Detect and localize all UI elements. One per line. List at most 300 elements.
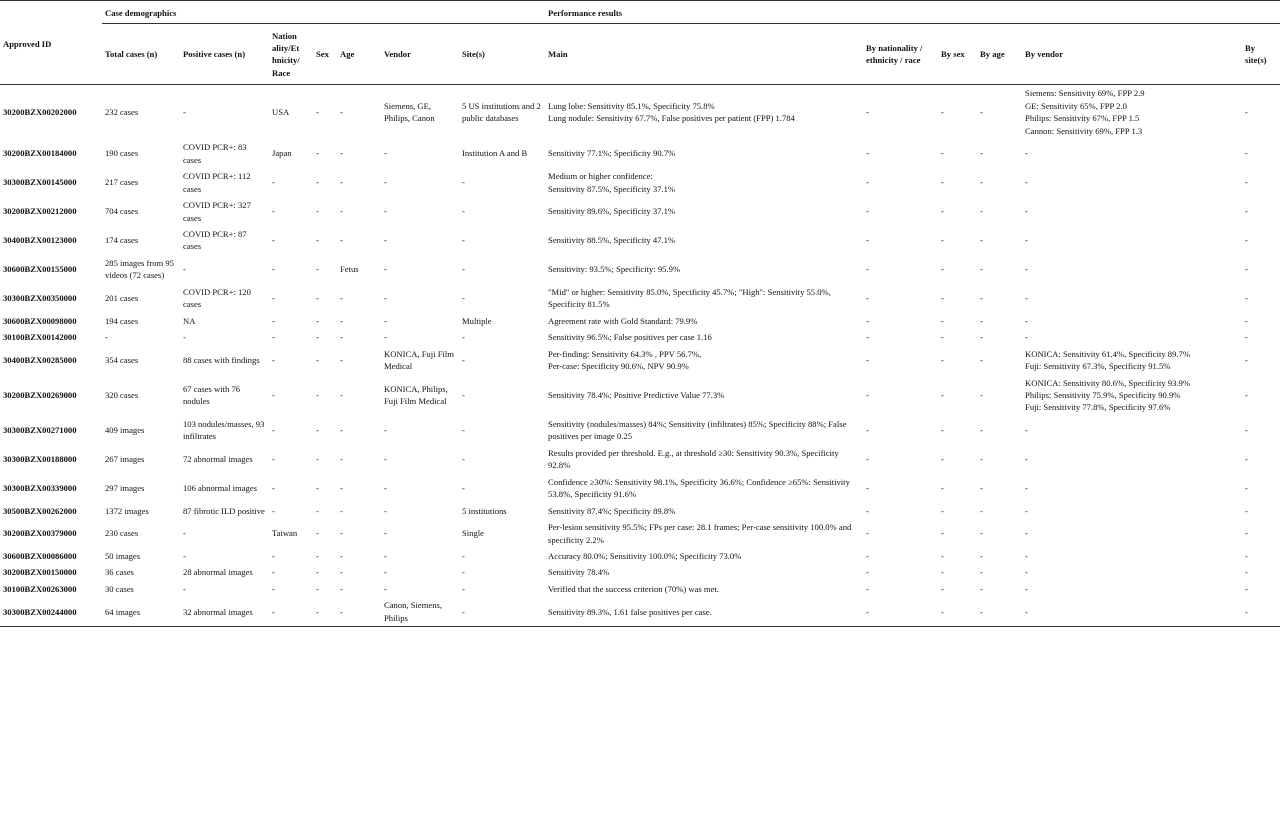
table-cell: - [1245, 583, 1248, 594]
table-cell: - [980, 148, 983, 159]
table-cell: - [340, 389, 343, 400]
table-cell: - [462, 454, 465, 464]
table-cell: 354 cases [105, 354, 139, 365]
table-cell: - [272, 505, 275, 516]
table-cell: - [1245, 107, 1248, 118]
table-row [0, 474, 1280, 503]
table-cell: - [340, 454, 343, 464]
table-cell: - [272, 389, 275, 400]
table-cell: - [866, 177, 869, 188]
approved-id-cell: 30100BZX00263000 [3, 583, 77, 594]
table-cell: - [1025, 332, 1028, 343]
table-cell: - [316, 315, 319, 326]
table-row [0, 519, 1280, 548]
table-cell: - [1245, 206, 1248, 217]
column-header: By site(s) [1242, 24, 1280, 85]
table-cell: - [1025, 454, 1028, 464]
table-cell: - [941, 332, 944, 343]
table-cell: - [866, 567, 869, 578]
table-cell: - [316, 583, 319, 594]
table-cell: - [941, 425, 944, 436]
table-cell: 64 images [102, 597, 180, 626]
table-cell: - [340, 293, 343, 304]
table-cell: COVID PCR+: 120 cases [183, 286, 251, 310]
table-cell: - [1245, 235, 1248, 246]
table-header [0, 1, 1280, 85]
table-cell: COVID PCR+: 87 cases [183, 228, 247, 252]
table-cell: - [941, 354, 944, 365]
table-cell: 320 cases [105, 389, 139, 400]
table-cell: - [1242, 597, 1280, 626]
table-cell: 87 fibrotic ILD positive [183, 505, 265, 516]
approved-id-cell: 30200BZX00379000 [3, 528, 77, 539]
table-cell: - [1245, 177, 1248, 188]
table-cell: - [866, 454, 869, 464]
table-body [0, 85, 1280, 627]
header-case-demographics: Case demographics [102, 1, 545, 24]
table-cell: - [384, 425, 387, 436]
table-cell: 5 US institutions and 2 public databases [462, 100, 541, 124]
table-cell: - [941, 206, 944, 217]
table-cell: 32 abnormal images [180, 597, 269, 626]
table-cell: - [980, 425, 983, 436]
table-cell: - [980, 315, 983, 326]
table-cell: KONICA, Fuji Film Medical [384, 348, 454, 372]
table-cell: USA [272, 107, 290, 118]
table-cell: - [1245, 567, 1248, 578]
table-cell: - [340, 482, 343, 493]
table-cell: - [340, 505, 343, 516]
table-row [0, 329, 1280, 345]
table-cell: - [866, 206, 869, 217]
table-cell: - [340, 354, 343, 365]
table-cell: - [462, 177, 465, 188]
table-cell: - [269, 597, 313, 626]
table-cell: - [462, 206, 465, 217]
table-cell: Results provided per threshold. E.g., at threshold ≥30: Sensitivity 90.3%, Specificity 92.8% [548, 447, 839, 471]
table-cell: - [462, 567, 465, 578]
table-cell: - [462, 264, 465, 275]
table-cell: - [459, 597, 545, 626]
table-cell: - [1025, 177, 1028, 188]
approved-id-cell: 30300BZX00350000 [3, 293, 77, 304]
table-cell: - [866, 505, 869, 516]
table-cell: 409 images [105, 425, 145, 436]
table-cell: 72 abnormal images [183, 454, 253, 464]
table-cell: - [384, 148, 387, 159]
table-row [0, 168, 1280, 197]
approved-id-cell: 30300BZX00339000 [3, 482, 77, 493]
table-cell: - [340, 315, 343, 326]
table-cell: - [1245, 148, 1248, 159]
table-cell: - [866, 315, 869, 326]
table-cell: - [316, 505, 319, 516]
table-cell: - [1025, 206, 1028, 217]
table-cell: Siemens: Sensitivity 69%, FPP 2.9 GE: Sensitivity 65%, FPP 2.0 Philips: Sensitivity 67%, FPP 1.5 Cannon: Sensitivity 69%, FPP 1.3 [1025, 88, 1145, 136]
table-cell: - [384, 528, 387, 539]
table-cell: - [462, 354, 465, 365]
table-cell: - [462, 482, 465, 493]
table-cell: - [1025, 425, 1028, 436]
table-cell: - [384, 293, 387, 304]
table-cell: - [941, 550, 944, 561]
table-cell: - [183, 528, 186, 539]
table-cell: - [1025, 315, 1028, 326]
table-cell: - [462, 425, 465, 436]
table-cell: - [980, 354, 983, 365]
table-cell: - [316, 235, 319, 246]
table-cell: - [1245, 550, 1248, 561]
table-cell: Per-finding: Sensitivity 64.3% , PPV 56.7%, Per-case: Specificity 90.6%, NPV 90.9% [548, 348, 702, 372]
table-cell: 67 cases with 76 nodules [183, 383, 241, 407]
table-cell: - [1245, 528, 1248, 539]
table-cell: - [1025, 583, 1028, 594]
table-cell: - [866, 583, 869, 594]
table-cell: - [316, 454, 319, 464]
table-cell: - [340, 148, 343, 159]
table-cell: 174 cases [105, 235, 139, 246]
table-cell: Lung lobe: Sensitivity 85.1%, Specificity 75.8% Lung nodule: Sensitivity 67.7%, False positives per patient (FPP) 1.784 [548, 100, 795, 124]
table-cell: - [316, 528, 319, 539]
table-cell: - [941, 264, 944, 275]
table-cell: - [980, 567, 983, 578]
table-cell: - [272, 425, 275, 436]
table-cell: - [1245, 505, 1248, 516]
table-cell: - [863, 597, 938, 626]
table-cell: - [866, 354, 869, 365]
table-cell: - [384, 332, 387, 343]
table-row [0, 597, 1280, 626]
table-cell: - [941, 293, 944, 304]
table-cell: - [941, 528, 944, 539]
table-cell: - [183, 550, 186, 561]
approved-id-cell: 30400BZX00285000 [3, 354, 77, 365]
approved-id-cell: 30200BZX00184000 [3, 148, 77, 159]
table-row [0, 346, 1280, 375]
approved-id-cell: 30300BZX00188000 [3, 454, 77, 464]
table-cell: - [462, 583, 465, 594]
approved-id-cell: 30200BZX00212000 [3, 206, 77, 217]
table-cell: - [1245, 264, 1248, 275]
column-header: Age [337, 24, 381, 85]
table-cell: - [980, 550, 983, 561]
table-cell: Siemens, GE, Philips, Canon [384, 100, 435, 124]
table-cell: - [866, 264, 869, 275]
table-cell: - [866, 107, 869, 118]
table-cell: - [980, 528, 983, 539]
table-cell: COVID PCR+: 327 cases [183, 200, 251, 223]
table-cell: - [977, 597, 1022, 626]
approved-id-cell: 30100BZX00142000 [3, 332, 77, 343]
table-row [0, 581, 1280, 597]
table-cell: Institution A and B [462, 148, 528, 159]
table-cell: 28 abnormal images [183, 567, 253, 578]
table-cell: Japan [272, 148, 292, 159]
table-cell: Sensitivity 89.3%, 1.61 false positives per case. [545, 597, 863, 626]
table-cell: - [941, 107, 944, 118]
table-cell: - [384, 583, 387, 594]
table-cell: - [941, 315, 944, 326]
table-cell: Sensitivity 78.4% [548, 567, 610, 578]
table-cell: - [272, 583, 275, 594]
approved-id-cell: 30400BZX00123000 [3, 235, 77, 246]
table-cell: - [272, 315, 275, 326]
table-cell: - [1245, 454, 1248, 464]
table-cell: - [1025, 567, 1028, 578]
table-cell: - [941, 583, 944, 594]
table-cell: - [866, 425, 869, 436]
table-cell: - [1245, 425, 1248, 436]
table-cell: - [462, 550, 465, 561]
table-cell: - [272, 354, 275, 365]
table-cell: Accuracy 80.0%; Sensitivity 100.0%; Specificity 73.0% [548, 550, 742, 561]
table-cell: - [1025, 528, 1028, 539]
table-cell: - [866, 148, 869, 159]
table-cell: - [866, 528, 869, 539]
table-cell: 1372 images [105, 505, 149, 516]
table-cell: 297 images [105, 482, 145, 493]
table-cell: Sensitivity (nodules/masses) 84%; Sensitivity (infiltrates) 85%; Specificity 88%; False positives per image 0.25 [548, 418, 847, 442]
table-cell: - [272, 264, 275, 275]
table-row [0, 255, 1280, 284]
table-row [0, 85, 1280, 139]
approved-id-cell: 30600BZX00098000 [3, 315, 77, 326]
table-cell: - [316, 293, 319, 304]
table-row [0, 548, 1280, 564]
table-cell: - [980, 107, 983, 118]
table-cell: 50 images [105, 550, 141, 561]
table-cell: - [941, 482, 944, 493]
table-cell: 232 cases [105, 107, 139, 118]
table-cell: - [1025, 293, 1028, 304]
table-cell: - [272, 177, 275, 188]
table-cell: - [866, 389, 869, 400]
table-cell: Sensitivity 89.6%, Specificity 37.1% [548, 206, 676, 217]
approved-id-cell: 30200BZX00150000 [3, 567, 77, 578]
table-cell: 201 cases [105, 293, 139, 304]
column-header: Positive cases (n) [180, 24, 269, 85]
table-cell: - [272, 454, 275, 464]
table-cell: - [340, 528, 343, 539]
table-cell: - [183, 264, 186, 275]
table-cell: - [980, 264, 983, 275]
table-cell: - [384, 550, 387, 561]
table-cell: Sensitivity 87.4%; Specificity 89.8% [548, 505, 676, 516]
table-row [0, 313, 1280, 329]
table-cell: 103 nodules/masses, 93 infiltrates [183, 418, 265, 442]
table-cell: - [384, 206, 387, 217]
table-cell: Per-lesion sensitivity 95.5%; FPs per case: 28.1 frames; Per-case sensitivity 100.0% and specificity 2.2% [548, 522, 852, 545]
table-row [0, 197, 1280, 226]
table-cell: - [272, 332, 275, 343]
table-cell: - [941, 235, 944, 246]
approved-id-cell: 30600BZX00086000 [3, 550, 77, 561]
table-cell: NA [183, 315, 196, 326]
table-cell: Sensitivity 88.5%, Specificity 47.1% [548, 235, 676, 246]
table-cell: - [337, 597, 381, 626]
table-cell: - [183, 583, 186, 594]
approved-id-cell: 30300BZX00271000 [3, 425, 77, 436]
table-cell: - [272, 482, 275, 493]
table-cell: - [340, 107, 343, 118]
table-cell: 106 abnormal images [183, 482, 257, 493]
table-cell: - [272, 550, 275, 561]
table-cell: - [866, 293, 869, 304]
table-cell: - [866, 550, 869, 561]
table-cell: - [1245, 332, 1248, 343]
table-cell: - [313, 597, 337, 626]
table-cell: - [1245, 293, 1248, 304]
table-cell: Taiwan [272, 528, 298, 539]
table-cell: KONICA, Philips, Fuji Film Medical [384, 383, 448, 407]
table-cell: Sensitivity: 93.5%; Specificity: 95.9% [548, 264, 681, 275]
table-cell: - [1025, 482, 1028, 493]
table-row [0, 226, 1280, 255]
header-approved-id: Approved ID [0, 1, 102, 85]
table-cell: - [316, 148, 319, 159]
table-cell: - [980, 293, 983, 304]
table-cell: - [340, 332, 343, 343]
table-cell: COVID PCR+: 83 cases [183, 142, 247, 165]
table-cell: - [1025, 505, 1028, 516]
approved-id-cell: 30600BZX00155000 [3, 264, 77, 275]
table-cell: - [316, 332, 319, 343]
table-cell: - [384, 454, 387, 464]
table-cell: Single [462, 528, 484, 539]
table-cell: - [866, 235, 869, 246]
table-cell: - [980, 235, 983, 246]
table-row [0, 564, 1280, 580]
table-cell: - [980, 177, 983, 188]
table-cell: 194 cases [105, 315, 139, 326]
table-cell: - [316, 177, 319, 188]
table-cell: KONICA: Sensitivity 80.6%, Specificity 93.9% Philips: Sensitivity 75.9%, Specificity 90.9% Fuji: Sensitivity 77.8%, Specificity 97.6% [1025, 377, 1190, 413]
table-cell: - [1245, 389, 1248, 400]
approved-id-cell: 30500BZX00262000 [3, 505, 77, 516]
table-cell: - [980, 505, 983, 516]
table-cell: 267 images [105, 454, 145, 464]
table-cell: - [1025, 550, 1028, 561]
table-cell: - [941, 567, 944, 578]
table-cell: - [941, 389, 944, 400]
table-cell: - [316, 107, 319, 118]
table-cell: - [980, 583, 983, 594]
table-cell: - [340, 206, 343, 217]
table-cell: 285 images from 95 videos (72 cases) [105, 257, 174, 281]
table-cell: - [941, 177, 944, 188]
table-cell: - [941, 505, 944, 516]
table-cell: - [462, 293, 465, 304]
column-header: By age [977, 24, 1022, 85]
table-cell: 30 cases [105, 583, 134, 594]
table-cell: - [384, 235, 387, 246]
table-row [0, 503, 1280, 519]
table-cell: "Mid" or higher: Sensitivity 85.0%, Specificity 45.7%; "High": Sensitivity 55.0%, Specificity 81.5% [548, 286, 831, 310]
table-cell: - [941, 454, 944, 464]
table-cell: - [340, 425, 343, 436]
table-cell: - [183, 332, 186, 343]
table-cell: - [384, 505, 387, 516]
table-cell: - [1245, 315, 1248, 326]
table-row [0, 416, 1280, 445]
table-cell: - [105, 332, 108, 343]
table-cell: - [1245, 354, 1248, 365]
table-cell: - [384, 567, 387, 578]
column-header: Nation ality/Et hnicity/ Race [269, 24, 313, 85]
table-cell: Sensitivity 96.5%; False positives per case 1.16 [548, 332, 712, 343]
table-cell: Confidence ≥30%: Sensitivity 98.1%, Specificity 36.6%; Confidence ≥65%: Sensitivity 53.8%, Specificity 91.6% [548, 476, 850, 500]
table-cell: - [980, 389, 983, 400]
table-cell: 5 institutions [462, 505, 507, 516]
table-cell: - [340, 550, 343, 561]
table-cell: - [941, 148, 944, 159]
table-cell: - [316, 389, 319, 400]
table-cell: - [316, 264, 319, 275]
table-cell: 230 cases [105, 528, 139, 539]
table-cell: - [316, 206, 319, 217]
table-cell: - [340, 583, 343, 594]
table-cell: - [316, 567, 319, 578]
table-cell: - [462, 332, 465, 343]
column-header: By sex [938, 24, 977, 85]
table-cell: - [384, 177, 387, 188]
table-cell: Canon, Siemens, Philips [381, 597, 459, 626]
header-performance-results: Performance results [545, 1, 1280, 24]
table-cell: Medium or higher confidence: Sensitivity 87.5%, Specificity 37.1% [548, 171, 676, 194]
table-cell: - [340, 235, 343, 246]
table-cell: - [462, 235, 465, 246]
table-row [0, 445, 1280, 474]
table-cell: Agreement rate with Gold Standard: 79.9% [548, 315, 698, 326]
table-cell: - [316, 425, 319, 436]
table-cell: 704 cases [105, 206, 139, 217]
approved-id-cell: 30300BZX00244000 [0, 597, 102, 626]
table-cell: - [272, 235, 275, 246]
table-cell: - [272, 567, 275, 578]
table-cell: - [1245, 482, 1248, 493]
column-header: Total cases (n) [102, 24, 180, 85]
table-cell: 88 cases with findings [183, 354, 260, 365]
table-cell: - [340, 177, 343, 188]
table-cell: - [462, 389, 465, 400]
approved-id-cell: 30200BZX00269000 [3, 389, 77, 400]
table-cell: - [1025, 148, 1028, 159]
column-header: Main [545, 24, 863, 85]
table-cell: - [183, 107, 186, 118]
column-header: Vendor [381, 24, 459, 85]
column-header: Sex [313, 24, 337, 85]
column-header: By nationality / ethnicity / race [863, 24, 938, 85]
approved-id-cell: 30300BZX00145000 [3, 177, 77, 188]
column-header: By vendor [1022, 24, 1242, 85]
table-row [0, 139, 1280, 168]
table-cell: KONICA: Sensitivity 61.4%, Specificity 89.7% Fuji: Sensitivity 67.3%, Specificity 91.5% [1025, 348, 1190, 372]
table-cell: COVID PCR+: 112 cases [183, 171, 251, 194]
table-cell: Sensitivity 77.1%; Specificity 90.7% [548, 148, 676, 159]
table-cell: Fetus [340, 264, 359, 275]
approved-id-cell: 30200BZX00202000 [3, 107, 77, 118]
table-cell: - [1025, 235, 1028, 246]
table-row [0, 284, 1280, 313]
table-cell: - [316, 482, 319, 493]
table-cell: Multiple [462, 315, 492, 326]
column-header: Site(s) [459, 24, 545, 85]
table-cell: - [384, 482, 387, 493]
table-cell: - [980, 206, 983, 217]
table-cell: - [340, 567, 343, 578]
table-cell: - [316, 354, 319, 365]
table-cell: - [980, 454, 983, 464]
